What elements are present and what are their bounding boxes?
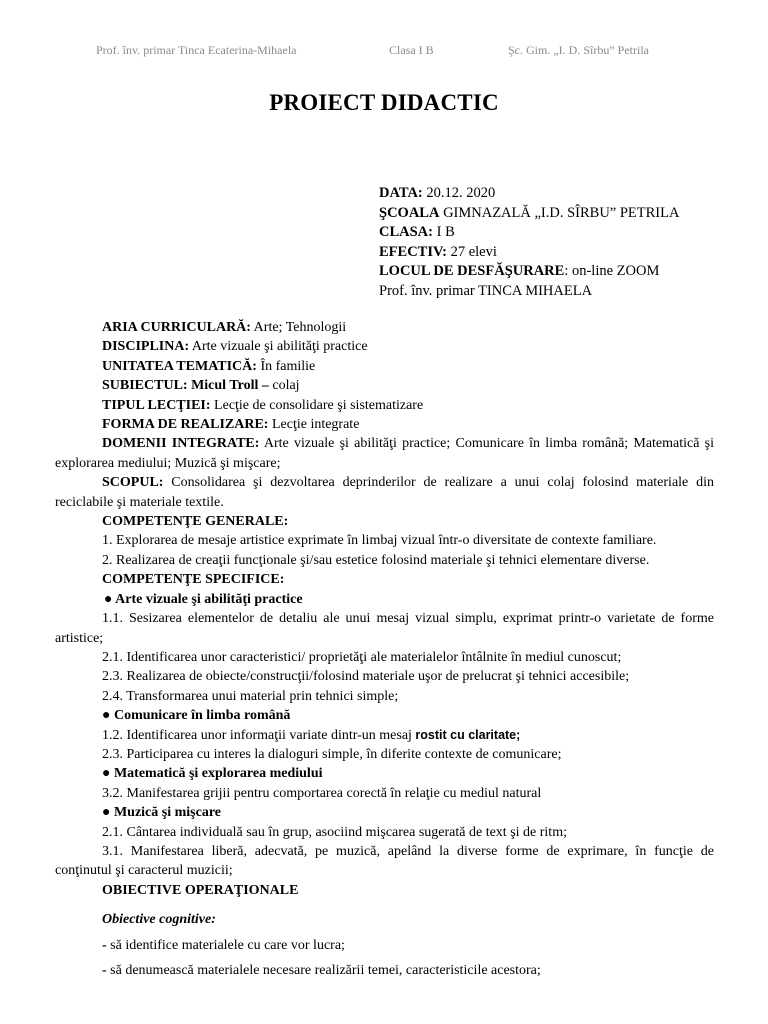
header-class: Clasa I B <box>389 43 434 57</box>
muzica-heading: ● Muzică şi mişcare <box>102 805 221 821</box>
field-unitatea: UNITATEA TEMATICĂ: În familie <box>102 358 316 374</box>
header-teacher: Prof. înv. primar Tinca Ecaterina-Mihaela <box>96 43 297 57</box>
competente-generale-heading: COMPETENŢE GENERALE: <box>102 514 289 530</box>
matematica-heading: ● Matematică şi explorarea mediului <box>102 766 323 782</box>
muzica-item-1: 2.1. Cântarea individuală sau în grup, asociind mişcarea sugerată de text şi de ritm; <box>102 824 567 840</box>
obiective-heading: OBIECTIVE OPERAŢIONALE <box>102 882 299 898</box>
obiectiv-2: - să denumească materialele necesare realizării temei, caracteristicile acestora; <box>102 963 541 978</box>
field-tipul: TIPUL LECŢIEI: Lecţie de consolidare şi sistematizare <box>102 397 424 413</box>
field-subiectul: SUBIECTUL: Micul Troll – colaj <box>102 378 300 394</box>
field-scopul: SCOPUL: Consolidarea şi dezvoltarea deprinderilor de realizare a unui colaj folosind materiale din reciclabile şi materiale textile. <box>55 475 714 510</box>
meta-block <box>379 184 759 301</box>
header-school: Şc. Gim. „I. D. Sîrbu” Petrila <box>508 43 649 57</box>
document-body <box>55 318 714 980</box>
arte-heading: ● Arte vizuale şi abilităţi practice <box>104 591 303 607</box>
obiective-cognitive-heading: Obiective cognitive: <box>102 912 216 928</box>
comunicare-item-2: 2.3. Participarea cu interes la dialoguri simple, în diferite contexte de comunicare; <box>102 746 562 762</box>
competenta-generala-1: 1. Explorarea de mesaje artistice exprimate în limbaj vizual într-o diversitate de contexte familiare. <box>102 533 657 549</box>
page-header <box>0 43 768 59</box>
matematica-item: 3.2. Manifestarea grijii pentru comportarea corectă în relaţie cu mediul natural <box>102 785 542 801</box>
obiectiv-1: - să identifice materialele cu care vor lucra; <box>102 937 345 953</box>
competenta-generala-2: 2. Realizarea de creaţii funcţionale şi/sau estetice folosind materiale şi tehnici elementare diverse. <box>102 552 650 568</box>
arte-item-2: 2.1. Identificarea unor caracteristici/ proprietăţi ale materialelor întâlnite în mediul cunoscut; <box>102 649 622 665</box>
document-title: PROIECT DIDACTIC <box>269 90 499 115</box>
arte-item-3: 2.3. Realizarea de obiecte/construcţii/folosind materiale uşor de prelucrat şi tehnici accesibile; <box>102 669 630 685</box>
field-disciplina: DISCIPLINA: Arte vizuale şi abilităţi practice <box>102 339 368 355</box>
meta-teacher: Prof. înv. primar TINCA MIHAELA <box>379 282 593 299</box>
arte-item-4: 2.4. Transformarea unui material prin tehnici simple; <box>102 688 399 704</box>
meta-school: ŞCOALA GIMNAZALĂ „I.D. SÎRBU” PETRILA <box>379 204 680 221</box>
meta-class: CLASA: I B <box>379 224 455 240</box>
meta-date: DATA: 20.12. 2020 <box>379 185 496 201</box>
meta-students: EFECTIV: 27 elevi <box>379 243 497 260</box>
field-aria: ARIA CURRICULARĂ: Arte; Tehnologii <box>102 320 347 335</box>
field-forma: FORMA DE REALIZARE: Lecţie integrate <box>102 417 360 433</box>
competente-specifice-heading: COMPETENŢE SPECIFICE: <box>102 572 285 588</box>
meta-location: LOCUL DE DESFĂŞURARE: on-line ZOOM <box>379 263 660 279</box>
comunicare-heading: ● Comunicare în limba română <box>102 708 291 724</box>
comunicare-item-1: 1.2. Identificarea unor informaţii variate dintr-un mesaj rostit cu claritate; <box>102 727 521 743</box>
field-domenii: DOMENII INTEGRATE: Arte vizuale şi abilităţi practice; Comunicare în limba română; Matematică şi explorarea mediului; Muzică şi mişcare; <box>55 436 715 471</box>
arte-item-1: 1.1. Sesizarea elementelor de detaliu ale unui mesaj vizual simplu, exprimat printr-o varietate de forme artistice; <box>55 611 714 646</box>
muzica-item-2: 3.1. Manifestarea liberă, adecvată, pe muzică, apelând la diverse forme de exprimare, în funcţie de conţinutul şi caracterul muzicii; <box>55 843 714 879</box>
